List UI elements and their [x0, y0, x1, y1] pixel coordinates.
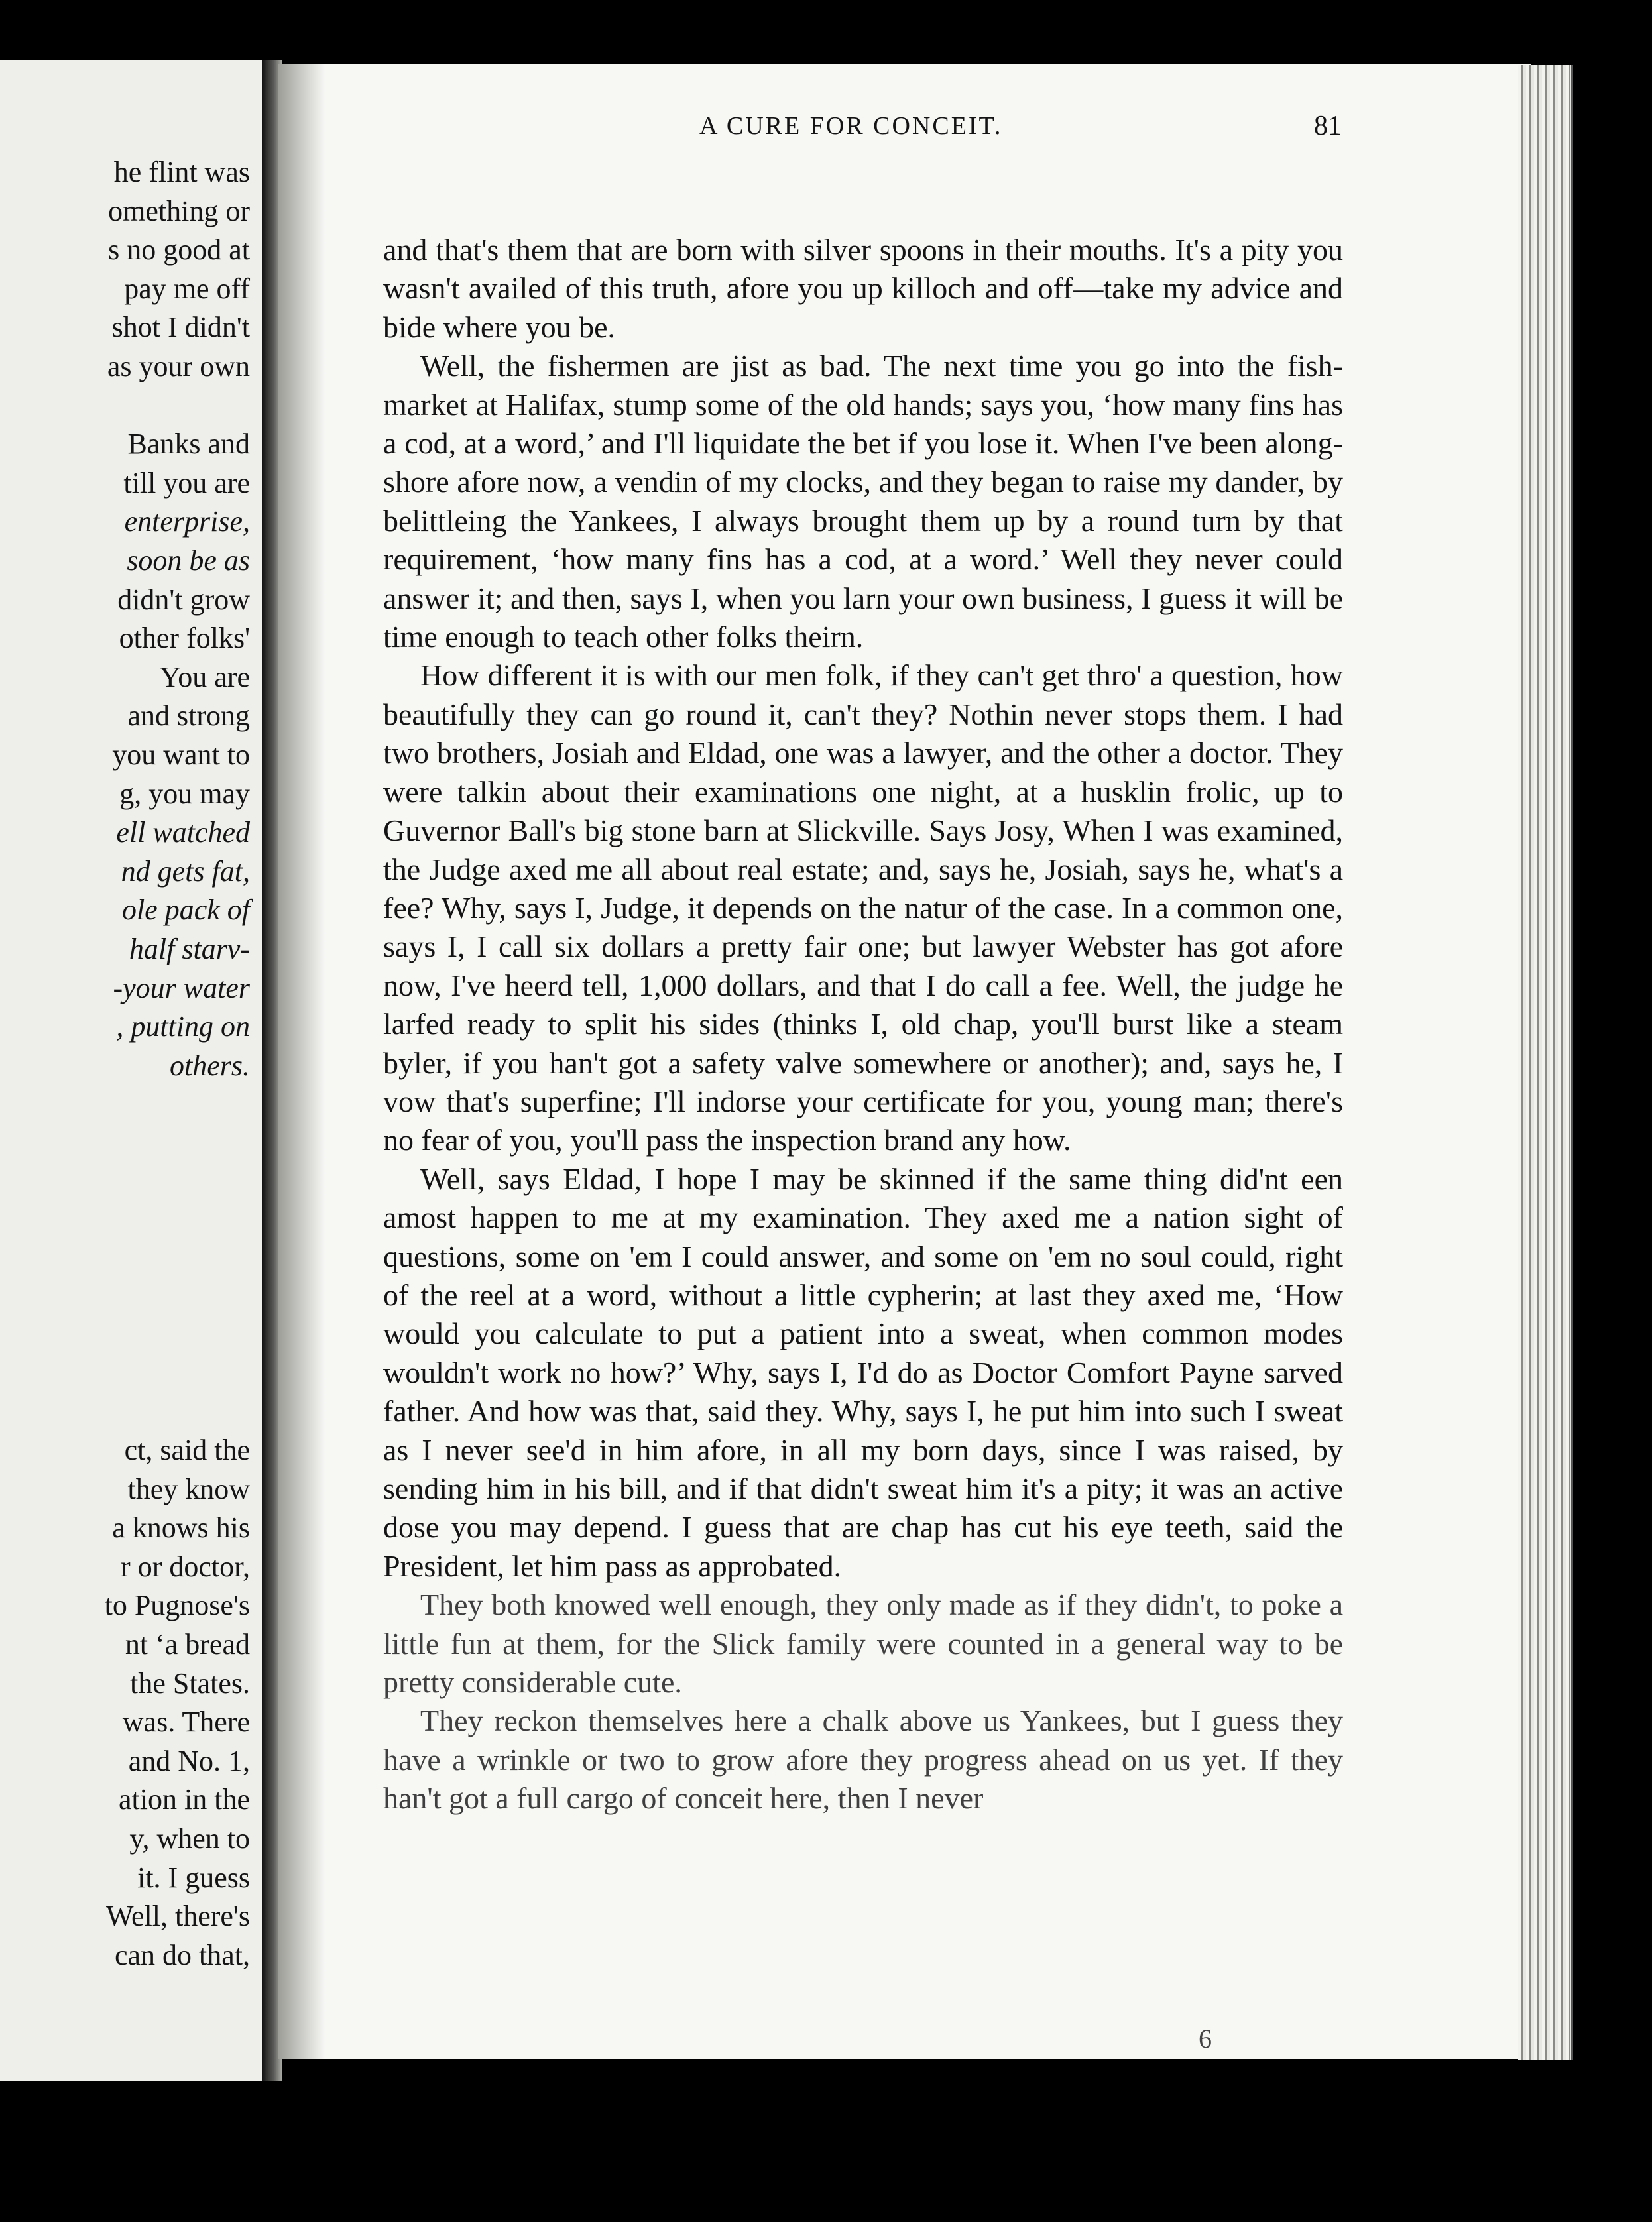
paragraph: They both knowed well enough, they only made as if they didn't, to poke a little fun at them, for the Slick family were counted in a general way to be pretty considerable cute. — [383, 1588, 1343, 1700]
facing-page-line: You are — [159, 660, 250, 693]
facing-page-line: a knows his — [112, 1511, 250, 1545]
facing-page-line: didn't grow — [117, 583, 250, 616]
facing-page-line: as your own — [107, 350, 250, 382]
paragraph: Well, the fishermen are jist as bad. The next time you go into the fish-market at Halifax, stump some of the old hands; says you, ‘how many fins has a cod, at a word,’ and I'll liquidate the bet if you lose it. When I've been along-shore afore now, a vendin of my clocks, and they began to raise my dander, by belittleing the Yankees, I always brought them up by a round turn by that requirement, ‘how many fins has a cod, at a word.’ Well they never could answer it; and then, says I, when you larn your own business, I guess it will be time enough to teach other folks theirn. — [383, 349, 1343, 654]
paragraph: and that's them that are born with silver spoons in their mouths. It's a pity you wasn't availed of this truth, afore you up killoch and off—take my advice and bide where you be. — [383, 233, 1343, 344]
facing-page-line: enterprise, — [124, 505, 250, 538]
facing-page-line: soon be as — [127, 544, 250, 577]
facing-page-line: s no good at — [108, 233, 250, 266]
facing-page-line: the States. — [130, 1666, 250, 1700]
facing-page-line: other folks' — [119, 622, 250, 655]
signature-mark: 6 — [1199, 2024, 1212, 2054]
page-number: 81 — [1314, 111, 1342, 141]
facing-page-line: nt ‘a bread — [125, 1628, 250, 1661]
facing-page-line: -your water — [113, 971, 250, 1004]
facing-page-line: till you are — [123, 466, 250, 499]
facing-page-line: y, when to — [129, 1822, 250, 1855]
facing-page-line: can do that, — [114, 1938, 250, 1971]
facing-page-line: you want to — [112, 738, 250, 771]
facing-page-line: r or doctor, — [121, 1550, 250, 1583]
facing-page-line: they know — [127, 1472, 250, 1505]
facing-page-line: , putting on — [116, 1010, 250, 1043]
facing-page-line: pay me off — [124, 272, 250, 305]
facing-page-line: ole pack of — [121, 894, 250, 927]
facing-page-line: and No. 1, — [128, 1744, 250, 1777]
facing-page-line: ell watched — [116, 816, 250, 849]
facing-page-line: g, you may — [119, 777, 250, 810]
facing-page-line: ct, said the — [124, 1434, 250, 1466]
paragraph: Well, says Eldad, I hope I may be skinned if the same thing did'nt een amost happen to me at my examination. They axed me a nation sight of questions, some on 'em I could answer, and some on 'em no soul could, right of the reel at a word, without a little cypherin; at last they axed me, ‘How would you calculate to put a patient into a sweat, when common modes wouldn't work no how?’ Why, says I, I'd do as Doctor Comfort Payne sarved father. And how was that, said they. Why, says I, he put him into such I sweat as I never see'd in him afore, in all my born days, since I was raised, by sending him in his bill, and if that didn't sweat him it's a pity; it was an active dose you may depend. I guess that are chap has cut his eye teeth, said the President, let him pass as approbated. — [383, 1161, 1343, 1583]
running-head: A CURE FOR CONCEIT. — [699, 112, 1003, 140]
facing-page-line: half starv- — [129, 933, 250, 965]
page-edges — [1518, 65, 1573, 2060]
facing-page-line: to Pugnose's — [104, 1589, 250, 1622]
facing-page-left — [0, 60, 266, 2081]
facing-page-line: it. I guess — [137, 1861, 250, 1894]
facing-page-line: and strong — [127, 699, 250, 732]
facing-page-line: shot I didn't — [111, 311, 250, 344]
facing-page-line: was. There — [122, 1706, 250, 1739]
facing-page-line: Well, there's — [106, 1900, 250, 1933]
facing-page-line: he flint was — [113, 156, 250, 188]
body-text — [383, 231, 1343, 1818]
paragraph: How different it is with our men folk, if they can't get thro' a question, how beautifully they can go round it, can't they? Nothin never stops them. I had two brothers, Josiah and Eldad, one was a lawyer, and the other a doctor. They were talkin about their examinations one night, at a husklin frolic, up to Guvernor Ball's big stone barn at Slickville. Says Josy, When I was examined, the Judge axed me all about real estate; and, says he, Josiah, says he, what's a fee? Why, says I, Judge, it depends on the natur of the case. In a common one, says I, I call six dollars a pretty fair one; but lawyer Webster has got afore now, I've heerd tell, 1,000 dollars, and that I do call a fee. Well, the judge he larfed ready to split his sides (thinks I, old chap, you'll burst like a steam byler, if you han't got a safety valve somewhere or another); and, says he, I vow that's superfine; I'll indorse your certificate for you, young man; there's no fear of you, you'll pass the inspection brand any how. — [383, 658, 1343, 1157]
paragraph: They reckon themselves here a chalk above us Yankees, but I guess they have a wrinkle or two to grow afore they progress ahead on us yet. If they han't got a full cargo of conceit here, then I never — [383, 1704, 1343, 1816]
facing-page-line: Banks and — [127, 428, 250, 461]
facing-page-line: omething or — [108, 194, 250, 227]
facing-page-line: ation in the — [119, 1783, 250, 1816]
facing-page-line: others. — [170, 1049, 250, 1082]
facing-page-line: nd gets fat, — [121, 854, 250, 888]
